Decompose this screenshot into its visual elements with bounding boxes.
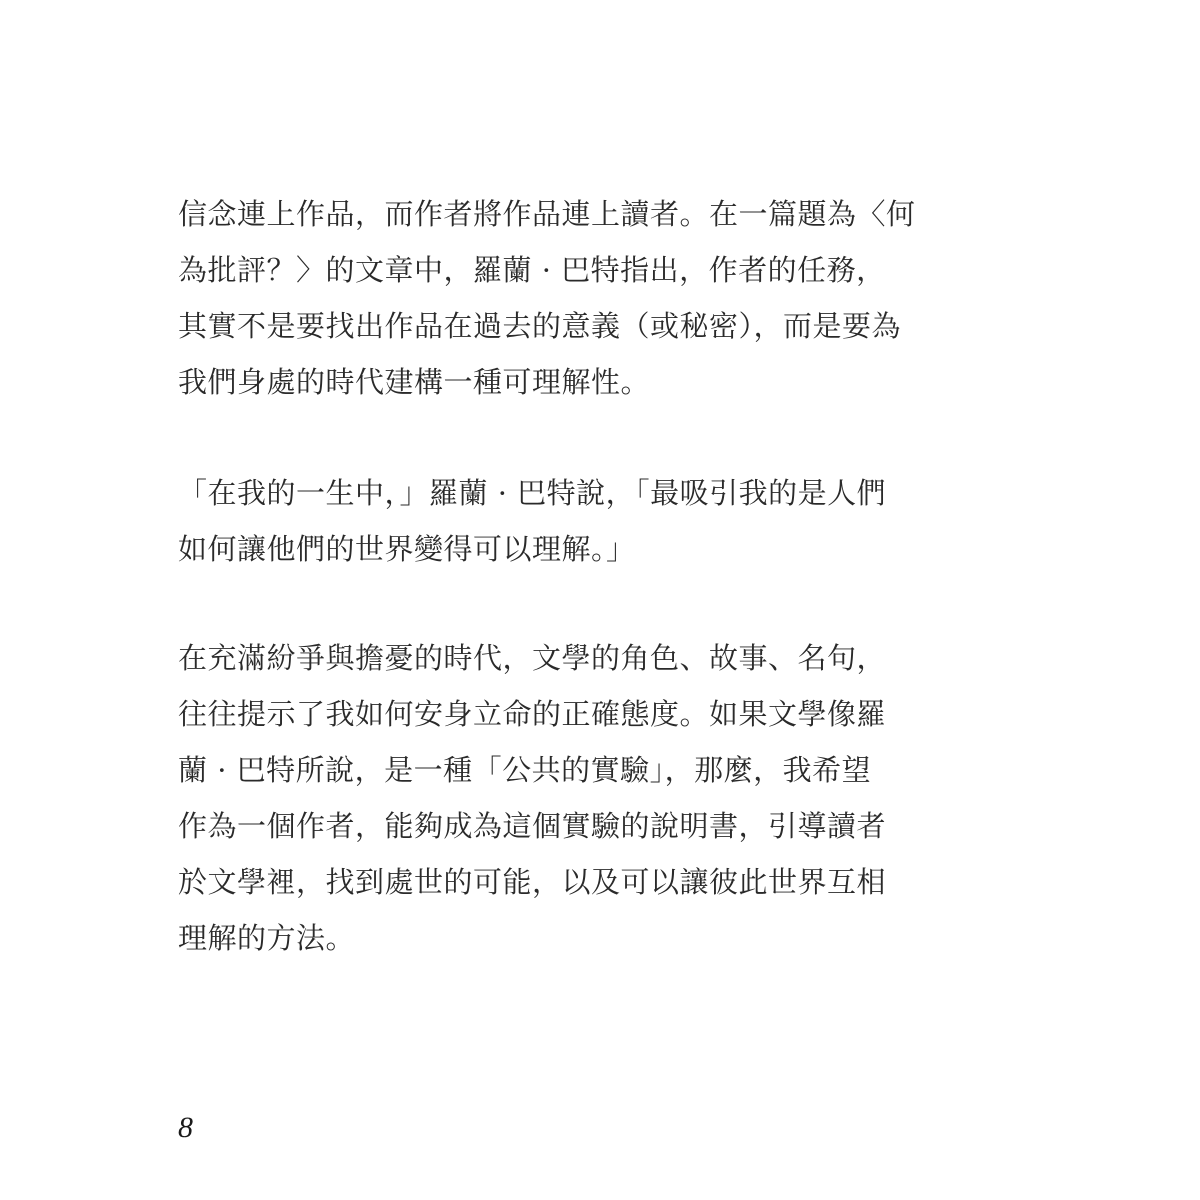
paragraph-line: 「在我的一生中，」羅蘭 · 巴特說，「最吸引我的是人們 [178,476,887,510]
paragraph-line: 理解的方法。 [178,921,356,955]
paragraph-line: 信念連上作品，而作者將作品連上讀者。在一篇題為〈何 [178,197,916,231]
paragraph-line: 蘭 · 巴特所說，是一種「公共的實驗」，那麼，我希望 [178,753,872,787]
paragraph-line: 如何讓他們的世界變得可以理解。」 [178,532,636,566]
paragraph-1 [178,186,918,410]
paragraph-3 [178,630,918,966]
paragraph-line: 我們身處的時代建構一種可理解性。 [178,365,651,399]
paragraph-line: 作為一個作者，能夠成為這個實驗的說明書，引導讀者 [178,809,887,843]
paragraph-2 [178,465,918,577]
paragraph-line: 其實不是要找出作品在過去的意義（或秘密），而是要為 [178,309,902,343]
paragraph-line: 在充滿紛爭與擔憂的時代，文學的角色、故事、名句， [178,641,887,675]
paragraph-line: 往往提示了我如何安身立命的正確態度。如果文學像羅 [178,697,887,731]
paragraph-line: 於文學裡，找到處世的可能，以及可以讓彼此世界互相 [178,865,887,899]
page-number: 8 [178,1111,193,1144]
paragraph-line: 為批評？〉的文章中，羅蘭 · 巴特指出，作者的任務， [178,253,886,287]
